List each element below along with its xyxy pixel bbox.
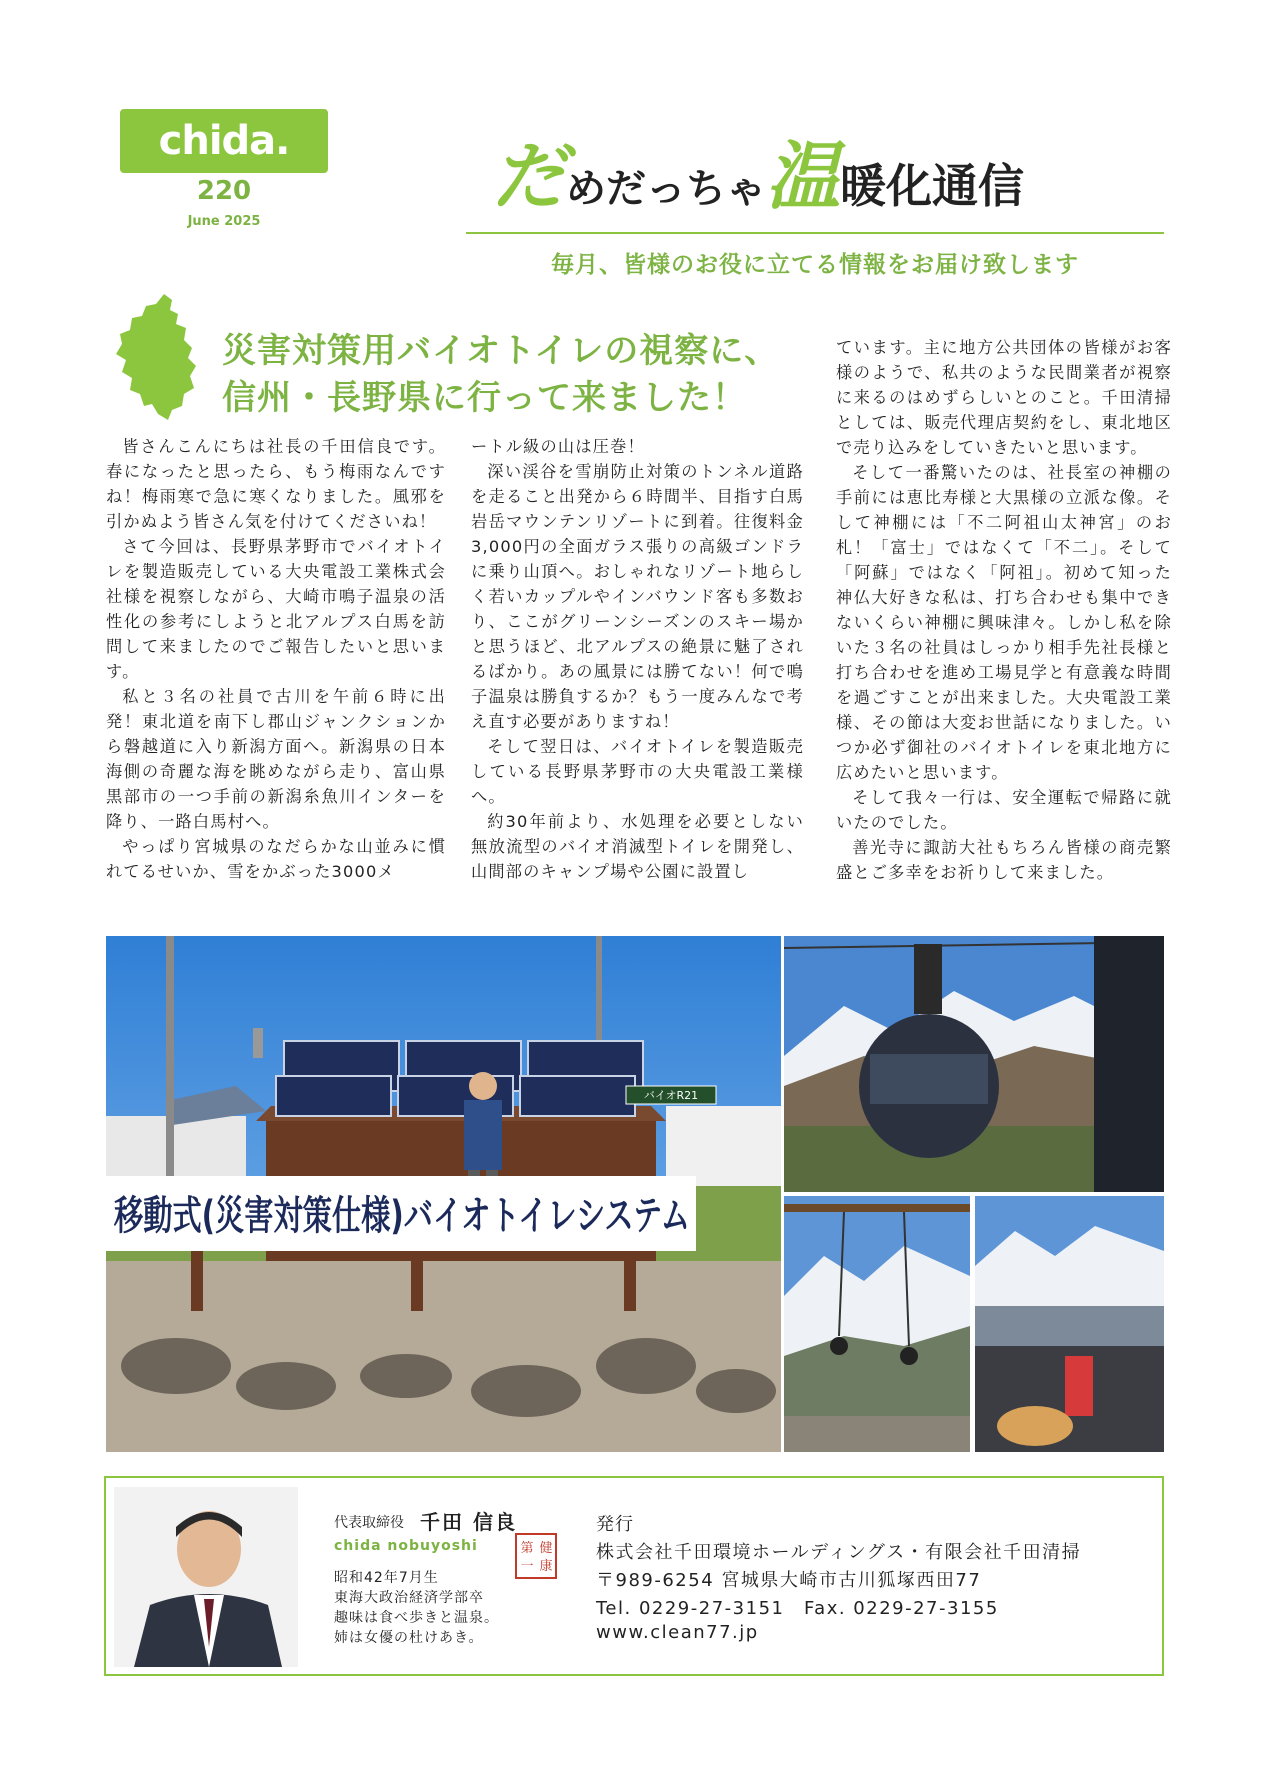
- publisher-label: 発行: [596, 1514, 634, 1535]
- president-role: 代表取締役: [334, 1515, 404, 1531]
- photo-cafe: [975, 1196, 1164, 1452]
- title-char-on: 温: [766, 134, 840, 220]
- president-bio: [334, 1568, 499, 1648]
- bio-line: 昭和42年7月生: [334, 1570, 439, 1586]
- publisher-tel-fax: Tel. 0229-27-3151 Fax. 0229-27-3155: [596, 1598, 999, 1619]
- title-part-medachya: めだっちゃ: [566, 166, 766, 212]
- bio-line: 東海大政治経済学部卒: [334, 1590, 484, 1606]
- article-column-2: [471, 434, 804, 884]
- bio-line: 姉は女優の杜けあき。: [334, 1630, 484, 1646]
- issue-number: 220: [196, 176, 252, 206]
- col1-paragraph: 皆さんこんにちは社長の千田信良です。春になったと思ったら、もう梅雨なんですね！梅雨寒で急に寒くなりました。風邪を引かぬよう皆さん気を付けてくださいね！: [106, 437, 446, 531]
- col3-paragraph: そして一番驚いたのは、社長室の神棚の手前には恵比寿様と大黒様の立派な像。そして神棚には「不二阿祖山太神宮」のお札！「富士」ではなくて「不二」。そして「阿蘇」ではなく「阿祖」。初めて知った神仏大好きな私は、打ち合わせも集中できないくらい神棚に興味津々。しかし私を除いた３名の社員はしっかり相手先社長様と打ち合わせを進め工場見学と有意義な時間を過ごすことが出来ました。大央電設工業様、その節は大変お世話になりました。いつか必ず御社のバイオトイレを東北地方に広めたいと思います。: [836, 463, 1172, 782]
- col2-paragraph: 約30年前より、水処理を必要としない無放流型のバイオ消滅型トイレを開発し、山間部のキャンプ場や公園に設置し: [471, 812, 804, 881]
- bio-line: 趣味は食べ歩きと温泉。: [334, 1610, 499, 1626]
- president-name: 千田 信良: [420, 1510, 517, 1534]
- photo-sign-text: 移動式(災害対策仕様)バイオトイレシステム: [113, 1193, 690, 1239]
- svg-text:第: 第: [520, 1541, 534, 1556]
- col2-paragraph: ートル級の山は圧巻！: [471, 437, 645, 456]
- col1-paragraph: 私と３名の社員で古川を午前６時に出発！東北道を南下し郡山ジャンクションから磐越道に入り新潟方面へ。新潟県の日本海側の奇麗な海を眺めながら走り、富山県黒部市の一つ手前の新潟糸魚川インターを降り、一路白馬村へ。: [106, 687, 446, 831]
- president-portrait: [114, 1487, 298, 1667]
- photo-small-sign-text: バイオR21: [643, 1089, 699, 1102]
- photo-biotoilet-illustration: [106, 936, 781, 1452]
- col2-paragraph: そして翌日は、バイオトイレを製造販売している長野県茅野市の大央電設工業様へ。: [471, 737, 804, 806]
- col1-paragraph: やっぱり宮城県のなだらかな山並みに慣れてるせいか、雪をかぶった3000メ: [106, 837, 446, 881]
- issue-date: June 2025: [187, 214, 261, 229]
- col1-paragraph: さて今回は、長野県茅野市でバイオトイレを製造販売している大央電設工業株式会社様を視察しながら、大崎市鳴子温泉の活性化の参考にしようと北アルプス白馬を訪問して来ましたのでご報告したいと思います。: [106, 537, 446, 681]
- col3-paragraph: そして我々一行は、安全運転で帰路に就いたのでした。: [836, 788, 1172, 832]
- col3-paragraph: ています。主に地方公共団体の皆様がお客様のようで、私共のような民間業者が視察に来るのはめずらしいとのこと。千田清掃としては、販売代理店契約をし、東北地区で売り込みをしていきたいと思います。: [836, 338, 1172, 457]
- newsletter-title: [492, 118, 1172, 226]
- photo-cafe-illustration: [975, 1196, 1164, 1452]
- headline-line-1: 災害対策用バイオトイレの視察に、: [222, 331, 780, 371]
- publisher-address: 〒989-6254 宮城県大崎市古川狐塚西田77: [596, 1570, 982, 1591]
- kenko-daiichi-seal: [514, 1532, 558, 1580]
- article-column-1: [106, 434, 446, 884]
- publisher-website-link[interactable]: www.clean77.jp: [596, 1622, 759, 1643]
- article-column-3: [836, 335, 1172, 885]
- col3-paragraph: 善光寺に諏訪大社もちろん皆様の商売繁盛とご多幸をお祈りして来ました。: [836, 838, 1172, 882]
- col2-paragraph: 深い渓谷を雪崩防止対策のトンネル道路を走ること出発から６時間半、目指す白馬岩岳マウンテンリゾートに到着。往復料金3,000円の全面ガラス張りの高級ゴンドラに乗り山頂へ。おしゃれなリゾート地らしく若いカップルやインバウンド客も多数おり、ここがグリーンシーズンのスキー場かと思うほど、北アルプスの絶景に魅了されるばかり。あの風景には勝てない！何で鳴子温泉は勝負するか？もう一度みんなで考え直す必要がありますね！: [471, 462, 804, 731]
- article-headline: [222, 328, 802, 422]
- photo-swing: [784, 1196, 970, 1452]
- title-divider: [466, 232, 1164, 234]
- nagano-map-icon: [112, 292, 198, 422]
- svg-text:一: 一: [520, 1559, 534, 1574]
- title-part-danka-tsushin: 暖化通信: [840, 159, 1024, 213]
- photo-biotoilet-sign: [106, 936, 781, 1452]
- president-name-romaji: chida nobuyoshi: [334, 1538, 478, 1554]
- photo-swing-illustration: [784, 1196, 970, 1452]
- svg-text:健: 健: [539, 1541, 553, 1556]
- publisher-company: 株式会社千田環境ホールディングス・有限会社千田清掃: [596, 1542, 1082, 1563]
- photo-gondola: [784, 936, 1164, 1192]
- svg-text:康: 康: [539, 1559, 553, 1574]
- photo-gondola-illustration: [784, 936, 1164, 1192]
- headline-line-2: 信州・長野県に行って来ました！: [222, 378, 747, 418]
- title-char-da: だ: [492, 134, 566, 220]
- newsletter-subtitle: 毎月、皆様のお役に立てる情報をお届け致します: [551, 252, 1079, 278]
- chida-logo: chida.: [120, 109, 328, 173]
